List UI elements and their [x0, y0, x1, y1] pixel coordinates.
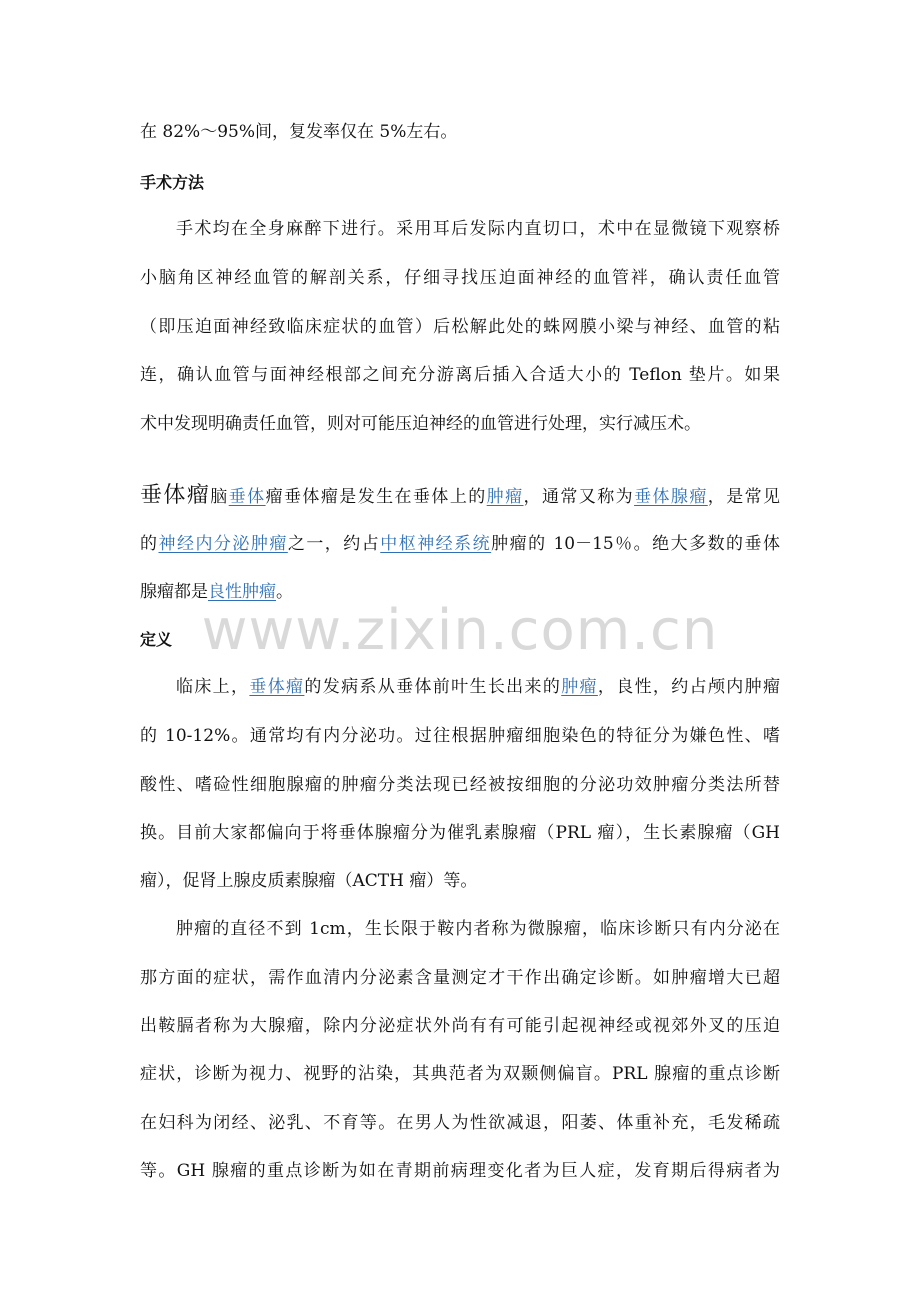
intro-line: 在 82%～95%间，复发率仅在 5%左右。 — [140, 122, 458, 142]
link-central-nervous-system[interactable]: 中枢神经系统 — [380, 534, 492, 554]
link-pituitary-tumor[interactable]: 垂体瘤 — [249, 677, 305, 697]
watermark: www.zixin.com.cn — [201, 598, 719, 663]
text-span: 脑 — [210, 487, 229, 507]
link-neuroendocrine-tumor[interactable]: 神经内分泌肿瘤 — [158, 534, 288, 554]
text-span: 之一，约占 — [287, 534, 381, 554]
paragraph-line: 肿瘤的直径不到 1cm，生长限于鞍内者称为微腺瘤，临床诊断只有内分泌在 — [176, 919, 780, 939]
text-span: ，是常见 — [707, 487, 781, 507]
paragraph-line: （即压迫面神经致临床症状的血管）后松解此处的蛛网膜小梁与神经、血管的粘 — [140, 317, 780, 337]
paragraph-line: 酸性、嗜硷性细胞腺瘤的肿瘤分类法现已经被按细胞的分泌功效肿瘤分类法所替 — [140, 775, 780, 795]
paragraph-line: 瘤），促肾上腺皮质素腺瘤（ACTH 瘤）等。 — [140, 871, 478, 891]
paragraph-line: 小脑角区神经血管的解剖关系，仔细寻找压迫面神经的血管袢，确认责任血管 — [140, 268, 780, 288]
section-heading-surgery: 手术方法 — [140, 173, 205, 192]
paragraph-line: 连，确认血管与面神经根部之间充分游离后插入合适大小的 Teflon 垫片。如果 — [140, 365, 780, 385]
paragraph-line: 出鞍膈者称为大腺瘤，除内分泌症状外尚有有可能引起视神经或视郊外叉的压迫 — [140, 1016, 780, 1036]
text-span: 瘤垂体瘤是发生在垂体上的 — [265, 487, 487, 507]
tumor-title: 垂体瘤 — [140, 483, 211, 508]
text-span: 。 — [276, 582, 293, 602]
text-span: 的发病系从垂体前叶生长出来的 — [304, 677, 562, 697]
text-span: 腺瘤都是 — [140, 582, 208, 602]
paragraph-line: 等。GH 腺瘤的重点诊断为如在青期前病理变化者为巨人症，发育期后得病者为 — [140, 1161, 780, 1181]
link-benign-tumor[interactable]: 良性肿瘤 — [208, 582, 276, 602]
paragraph-line: 症状，诊断为视力、视野的沾染，其典范者为双颞侧偏盲。PRL 腺瘤的重点诊断 — [140, 1064, 780, 1084]
paragraph-line: 手术均在全身麻醉下进行。采用耳后发际内直切口，术中在显微镜下观察桥 — [176, 219, 780, 239]
paragraph-line: 在妇科为闭经、泌乳、不育等。在男人为性欲减退，阳萎、体重补充，毛发稀疏 — [140, 1113, 780, 1133]
link-pituitary-adenoma[interactable]: 垂体腺瘤 — [634, 487, 708, 507]
link-pituitary[interactable]: 垂体 — [228, 487, 266, 507]
text-span: 肿瘤的 10－15％。绝大多数的垂体 — [491, 534, 781, 554]
link-tumor[interactable]: 肿瘤 — [561, 677, 598, 697]
section-heading-definition: 定义 — [140, 630, 173, 649]
paragraph-line: 的 10-12%。通常均有内分泌功。过往根据肿瘤细胞染色的特征分为嫌色性、嗜 — [140, 726, 780, 746]
definition-line-1 — [176, 674, 780, 700]
text-span: 临床上， — [176, 677, 250, 697]
paragraph-line: 换。目前大家都偏向于将垂体腺瘤分为催乳素腺瘤（PRL 瘤），生长素腺瘤（GH — [140, 823, 780, 843]
text-span: ，良性，约占颅内肿瘤 — [597, 677, 780, 697]
tumor-line-2 — [140, 531, 780, 557]
paragraph-line: 术中发现明确责任血管，则对可能压迫神经的血管进行处理，实行减压术。 — [140, 414, 701, 434]
tumor-line-3 — [140, 579, 780, 605]
paragraph-line: 那方面的症状，需作血清内分泌素含量测定才干作出确定诊断。如肿瘤增大已超 — [140, 968, 780, 988]
text-span: 的 — [140, 534, 159, 554]
link-tumor[interactable]: 肿瘤 — [486, 487, 524, 507]
tumor-intro-line — [140, 483, 780, 510]
text-span: ，通常又称为 — [523, 487, 635, 507]
